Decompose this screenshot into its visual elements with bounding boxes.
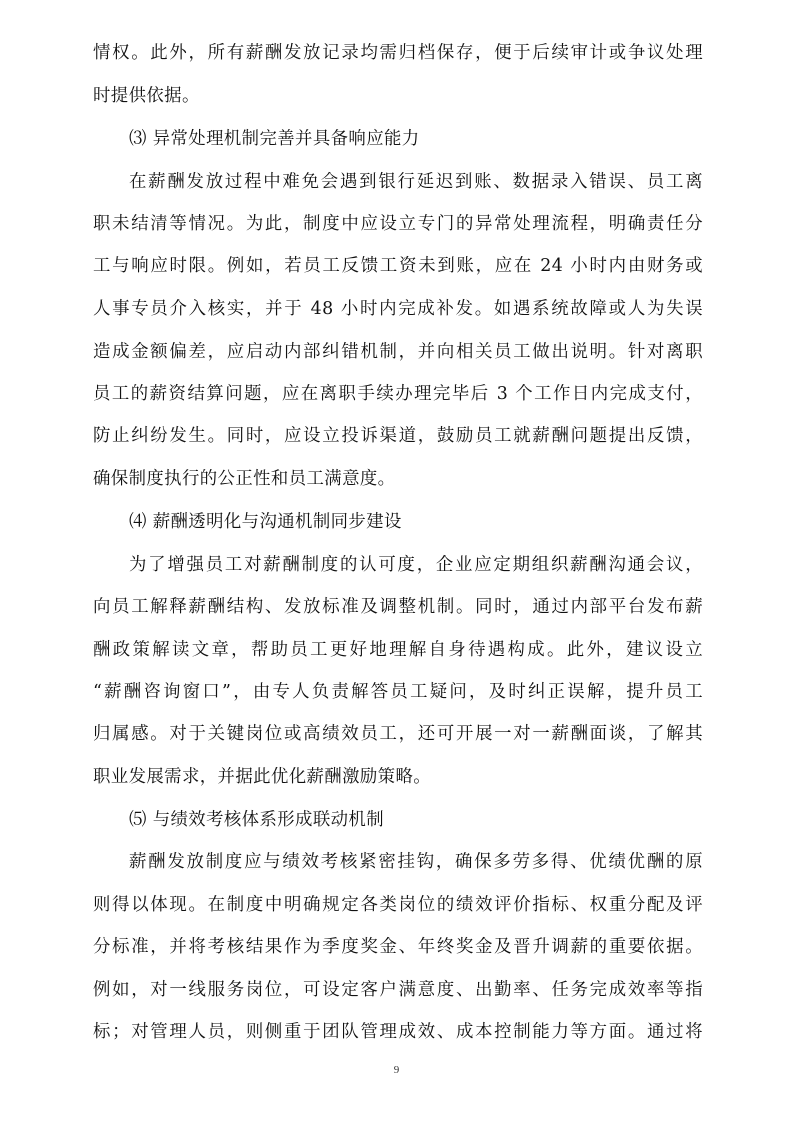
section-heading: ⑷ 薪酬透明化与沟通机制同步建设 <box>129 512 402 532</box>
paragraph-line: 例如，对一线服务岗位，可设定客户满意度、出勤率、任务完成效率等指 <box>93 980 703 1000</box>
paragraph-line: 造成金额偏差，应启动内部纠错机制，并向相关员工做出说明。针对离职 <box>93 342 703 362</box>
paragraph-line: 则得以体现。在制度中明确规定各类岗位的绩效评价指标、权重分配及评 <box>93 895 703 915</box>
section-heading: ⑶ 异常处理机制完善并具备响应能力 <box>129 129 420 149</box>
paragraph-line: 标；对管理人员，则侧重于团队管理成效、成本控制能力等方面。通过将 <box>93 1022 703 1042</box>
paragraph-line: 薪酬发放制度应与绩效考核紧密挂钩，确保多劳多得、优绩优酬的原 <box>129 852 703 872</box>
paragraph-line: 分标准，并将考核结果作为季度奖金、年终奖金及晋升调薪的重要依据。 <box>93 937 703 957</box>
paragraph-line: 工与响应时限。例如，若员工反馈工资未到账，应在 24 小时内由财务或 <box>93 256 703 276</box>
paragraph-line: 确保制度执行的公正性和员工满意度。 <box>93 469 396 489</box>
paragraph-line: 防止纠纷发生。同时，应设立投诉渠道，鼓励员工就薪酬问题提出反馈， <box>93 426 703 446</box>
paragraph-line: 向员工解释薪酬结构、发放标准及调整机制。同时，通过内部平台发布薪 <box>93 597 703 617</box>
paragraph-line: 人事专员介入核实，并于 48 小时内完成补发。如遇系统故障或人为失误 <box>93 299 703 319</box>
paragraph-line: 为了增强员工对薪酬制度的认可度，企业应定期组织薪酬沟通会议， <box>129 555 703 575</box>
page-number: 9 <box>393 1064 400 1076</box>
paragraph-line: 员工的薪资结算问题，应在离职手续办理完毕后 3 个工作日内完成支付， <box>93 384 703 404</box>
paragraph-line: 在薪酬发放过程中难免会遇到银行延迟到账、数据录入错误、员工离 <box>129 172 703 192</box>
paragraph-line: 时提供依据。 <box>93 86 200 106</box>
paragraph-line: 职未结清等情况。为此，制度中应设立专门的异常处理流程，明确责任分 <box>93 214 703 234</box>
paragraph-line: 归属感。对于关键岗位或高绩效员工，还可开展一对一薪酬面谈，了解其 <box>93 724 703 744</box>
paragraph-line: 职业发展需求，并据此优化薪酬激励策略。 <box>93 767 432 787</box>
paragraph-line: 情权。此外，所有薪酬发放记录均需归档保存，便于后续审计或争议处理 <box>93 43 703 63</box>
paragraph-line: “薪酬咨询窗口”，由专人负责解答员工疑问，及时纠正误解，提升员工 <box>93 682 703 702</box>
paragraph-line: 酬政策解读文章，帮助员工更好地理解自身待遇构成。此外，建议设立 <box>93 640 703 660</box>
section-heading: ⑸ 与绩效考核体系形成联动机制 <box>129 810 384 830</box>
